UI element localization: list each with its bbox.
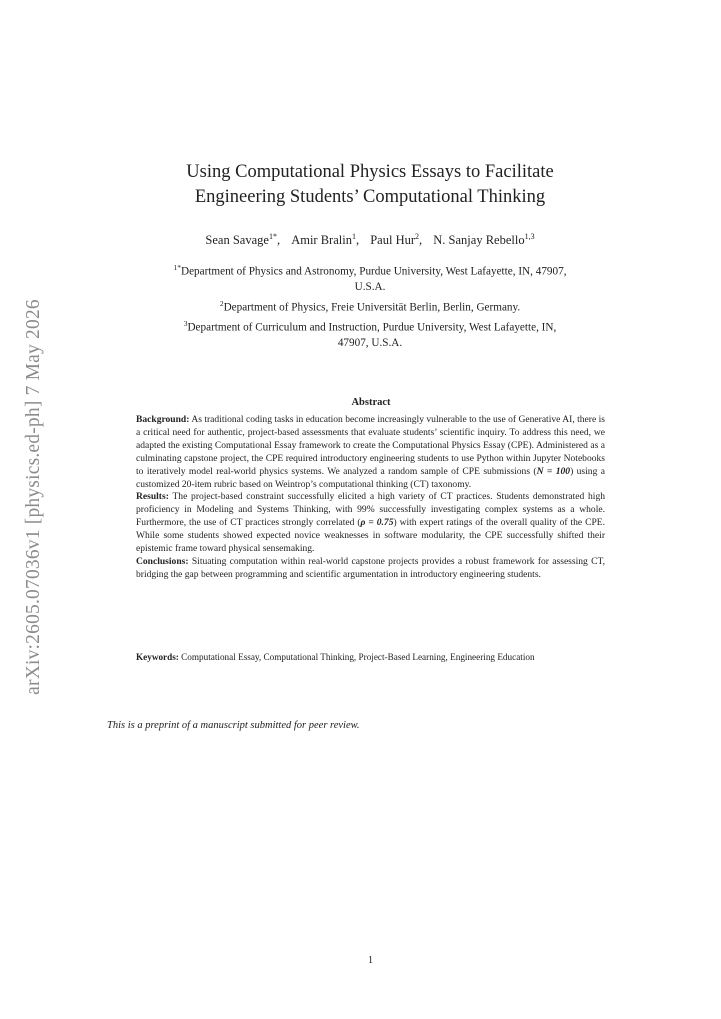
author-4 — [433, 233, 534, 247]
page-number: 1 — [367, 955, 374, 966]
abstract-conclusions: Conclusions: Situating computation within real-world capstone projects provides a robust framework for assessing CT, bridging the gap between programming and scientific argumentation in introductory engineering students. — [136, 555, 606, 580]
affiliation-mark: 2 — [219, 298, 224, 308]
abstract-heading: Abstract — [351, 397, 391, 408]
author-name: Paul Hur — [370, 233, 416, 248]
affiliation-mark: 1* — [173, 263, 181, 272]
preprint-note: This is a preprint of a manuscript submitted for peer review. — [107, 720, 360, 731]
affiliations — [115, 260, 625, 352]
paper-title — [110, 160, 630, 210]
sample-size-math: N = 100 — [536, 465, 571, 477]
abstract-body — [136, 414, 605, 582]
affiliation-1-cont: U.S.A. — [354, 281, 386, 294]
affiliation-mark: 3 — [183, 318, 188, 328]
affiliation-3: $^3$Department of Curriculum and Instruction, Purdue University, West Lafayette, IN, — [183, 318, 557, 334]
section-label: Conclusions: — [136, 555, 189, 567]
author-name: N. Sanjay Rebello — [433, 233, 525, 248]
author-3: Paul Hur$^2$, — [370, 232, 423, 248]
abstract-results: Results: The project-based constraint successfully elicited a high variety of CT practices. Students demonstrated high proficiency in Modeling and Systems Thinking, with 99% successfully investigating complex systems as a whole. Furthermore, the use of CT practices strongly correlated (ρ = 0.75) with expert ratings of the overall quality of the CPE. While some students showed expected novice weaknesses in software modularity, the CPE successfully shifted their epistemic frame toward physical sensemaking. — [136, 491, 606, 555]
title-line-2: Engineering Students’ Computational Thinking — [194, 187, 546, 207]
title-line-1: Using Computational Physics Essays to Facilitate — [186, 162, 554, 182]
keywords — [136, 652, 605, 664]
author-affiliation-mark: 2 — [415, 232, 420, 241]
keywords-label: Keywords: — [136, 652, 179, 662]
section-label: Background: — [136, 414, 190, 425]
author-name: Amir Bralin — [291, 233, 352, 248]
keywords-text: Computational Essay, Computational Thinking, Project-Based Learning, Engineering Education — [181, 652, 535, 662]
author-list — [110, 232, 630, 248]
affiliation-1: $^{1*}$Department of Physics and Astronomy, Purdue University, West Lafayette, IN, 47907, — [173, 263, 567, 278]
author-name: Sean Savage — [205, 233, 269, 248]
arxiv-identifier-stamp: arXiv:2605.07036v1 [physics.ed-ph] 7 May 2026 — [23, 299, 44, 695]
affiliation-3-cont: 47907, U.S.A. — [337, 337, 403, 350]
abstract-background: Background: As traditional coding tasks in education become increasingly vulnerable to the use of Generative AI, there is a critical need for authentic, project-based assessments that evaluate students’ scientific inquiry. To address this need, we adapted the existing Computational Essay framework to create the Computational Physics Essay (CPE). Administered as a culminating capstone project, the CPE required introductory engineering students to use Python within Jupyter Notebooks to iteratively model real-world physics systems. We analyzed a random sample of CPE submissions (N = 100) using a customized 20-item rubric based on Weintrop’s computational thinking (CT) taxonomy. — [136, 414, 605, 490]
author-affiliation-mark: 1* — [268, 232, 277, 241]
author-affiliation-mark: 1 — [351, 232, 356, 241]
section-label: Results: — [136, 491, 169, 503]
author-1: Sean Savage$^{1*}$, — [205, 232, 281, 248]
affiliation-2: $^2$Department of Physics, Freie Universität Berlin, Berlin, Germany. — [219, 298, 521, 314]
correlation-math: ρ = 0.75 — [360, 517, 394, 529]
author-affiliation-mark: 1,3 — [524, 232, 535, 241]
author-2: Amir Bralin$^1$, — [291, 232, 360, 248]
